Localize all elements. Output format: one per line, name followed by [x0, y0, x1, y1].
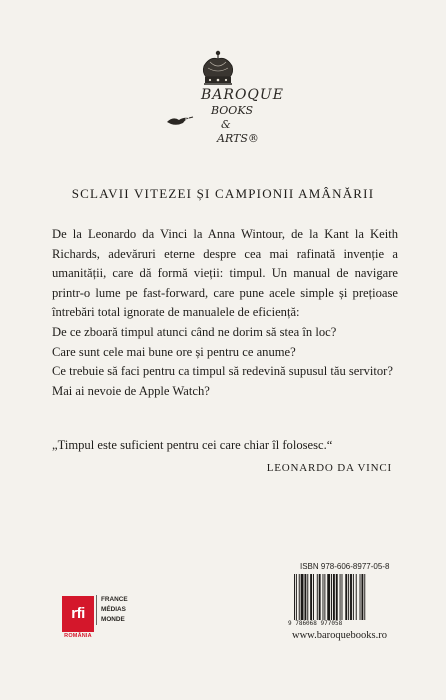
- publisher-website: www.baroquebooks.ro: [292, 630, 387, 641]
- blurb-question: Ce trebuie să faci pentru ca timpul să redevină supusul tău servitor?: [52, 364, 393, 379]
- publisher-logo: [165, 50, 285, 160]
- crown-icon: [200, 50, 236, 90]
- barcode: [292, 574, 398, 620]
- france-medias-monde-logo: [96, 595, 137, 625]
- bird-icon: [165, 112, 195, 128]
- blurb-question: Mai ai nevoie de Apple Watch?: [52, 383, 210, 398]
- barcode-digits: 9 786068 977058: [288, 620, 343, 627]
- blurb: [52, 225, 398, 401]
- isbn-text: ISBN 978-606-8977-05-8: [300, 562, 390, 571]
- quote-text: „Timpul este suficient pentru cei care chiar îl folosesc.“: [52, 438, 333, 452]
- logo-line-baroque: BAROQUE: [201, 87, 284, 103]
- logo-line-books: BOOKS: [211, 104, 254, 117]
- quote-block: [52, 436, 398, 478]
- blurb-paragraph: De la Leonardo da Vinci la Anna Wintour, de la Kant la Keith Richards, adevăruri eterne despre cea mai rafinată invenție a umanității, care dă formă vieții: timpul. Un manual de navigare printr-o lume pe fast-forward, care pune acele simple și prețioase întrebări total ignorate de manualele de eficiență:: [52, 227, 398, 320]
- book-subtitle: SCLAVII VITEZEI ȘI CAMPIONII AMÂNĂRII: [71, 186, 375, 201]
- blurb-question: De ce zboară timpul atunci când ne dorim să stea în loc?: [52, 324, 337, 339]
- fmm-line: MONDE: [101, 616, 125, 623]
- rfi-logo-mark: rfi: [62, 596, 94, 632]
- fmm-line: FRANCE: [101, 596, 128, 603]
- quote-author: LEONARDO DA VINCI: [266, 462, 392, 474]
- logo-line-ampersand: &: [221, 118, 231, 131]
- rfi-romania-logo: [62, 596, 94, 642]
- logo-line-arts: ARTS®: [217, 132, 259, 145]
- rfi-logo-subtext: ROMÂNIA: [64, 633, 92, 639]
- blurb-question: Care sunt cele mai bune ore și pentru ce anume?: [52, 344, 296, 359]
- fmm-line: MÉDIAS: [101, 606, 126, 613]
